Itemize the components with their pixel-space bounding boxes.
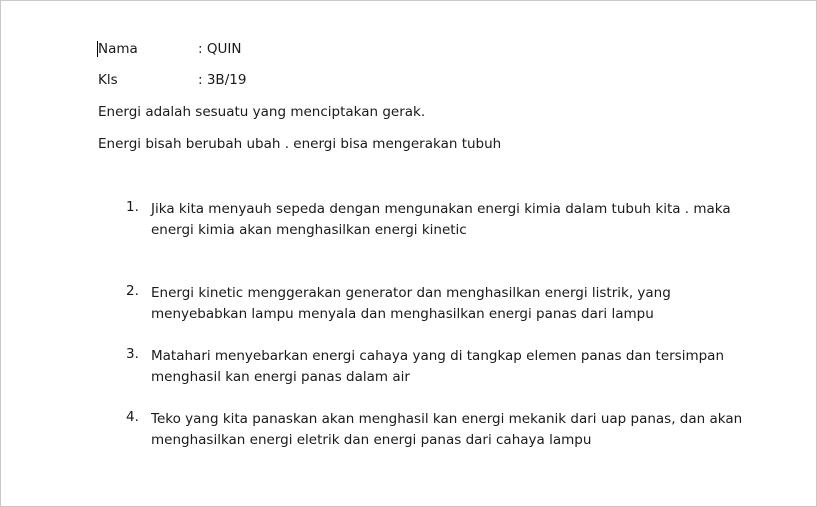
list-text [151,409,751,451]
class-value: : 3B/19 [198,72,247,88]
paragraph: Energi adalah sesuatu yang menciptakan gerak. [98,104,426,120]
list-text-line: Teko yang kita panaskan akan menghasil kan energi mekanik dari uap panas, dan akan [151,411,743,427]
list-text [151,346,751,388]
paragraph: Energi bisah berubah ubah . energi bisa mengerakan tubuh [98,136,502,152]
list-text-line: energi kimia akan menghasilkan energi kinetic [151,222,467,238]
list-text-line: Energi kinetic menggerakan generator dan menghasilkan energi listrik, yang [151,285,671,301]
name-label: Nama [98,41,138,57]
list-number: 4. [126,409,139,425]
name-value: : QUIN [198,41,242,57]
list-number: 3. [126,346,139,362]
list-text [151,199,751,241]
list-text-line: Jika kita menyauh sepeda dengan mengunakan energi kimia dalam tubuh kita . maka [151,201,731,217]
list-number: 1. [126,199,139,215]
list-text-line: Matahari menyebarkan energi cahaya yang di tangkap elemen panas dan tersimpan [151,348,725,364]
class-label: Kls [98,72,118,88]
list-number: 2. [126,283,139,299]
list-text-line: menyebabkan lampu menyala dan menghasilkan energi panas dari lampu [151,306,654,322]
list-text-line: menghasil kan energi panas dalam air [151,369,410,385]
list-text [151,283,751,325]
list-text-line: menghasilkan energi eletrik dan energi panas dari cahaya lampu [151,432,592,448]
